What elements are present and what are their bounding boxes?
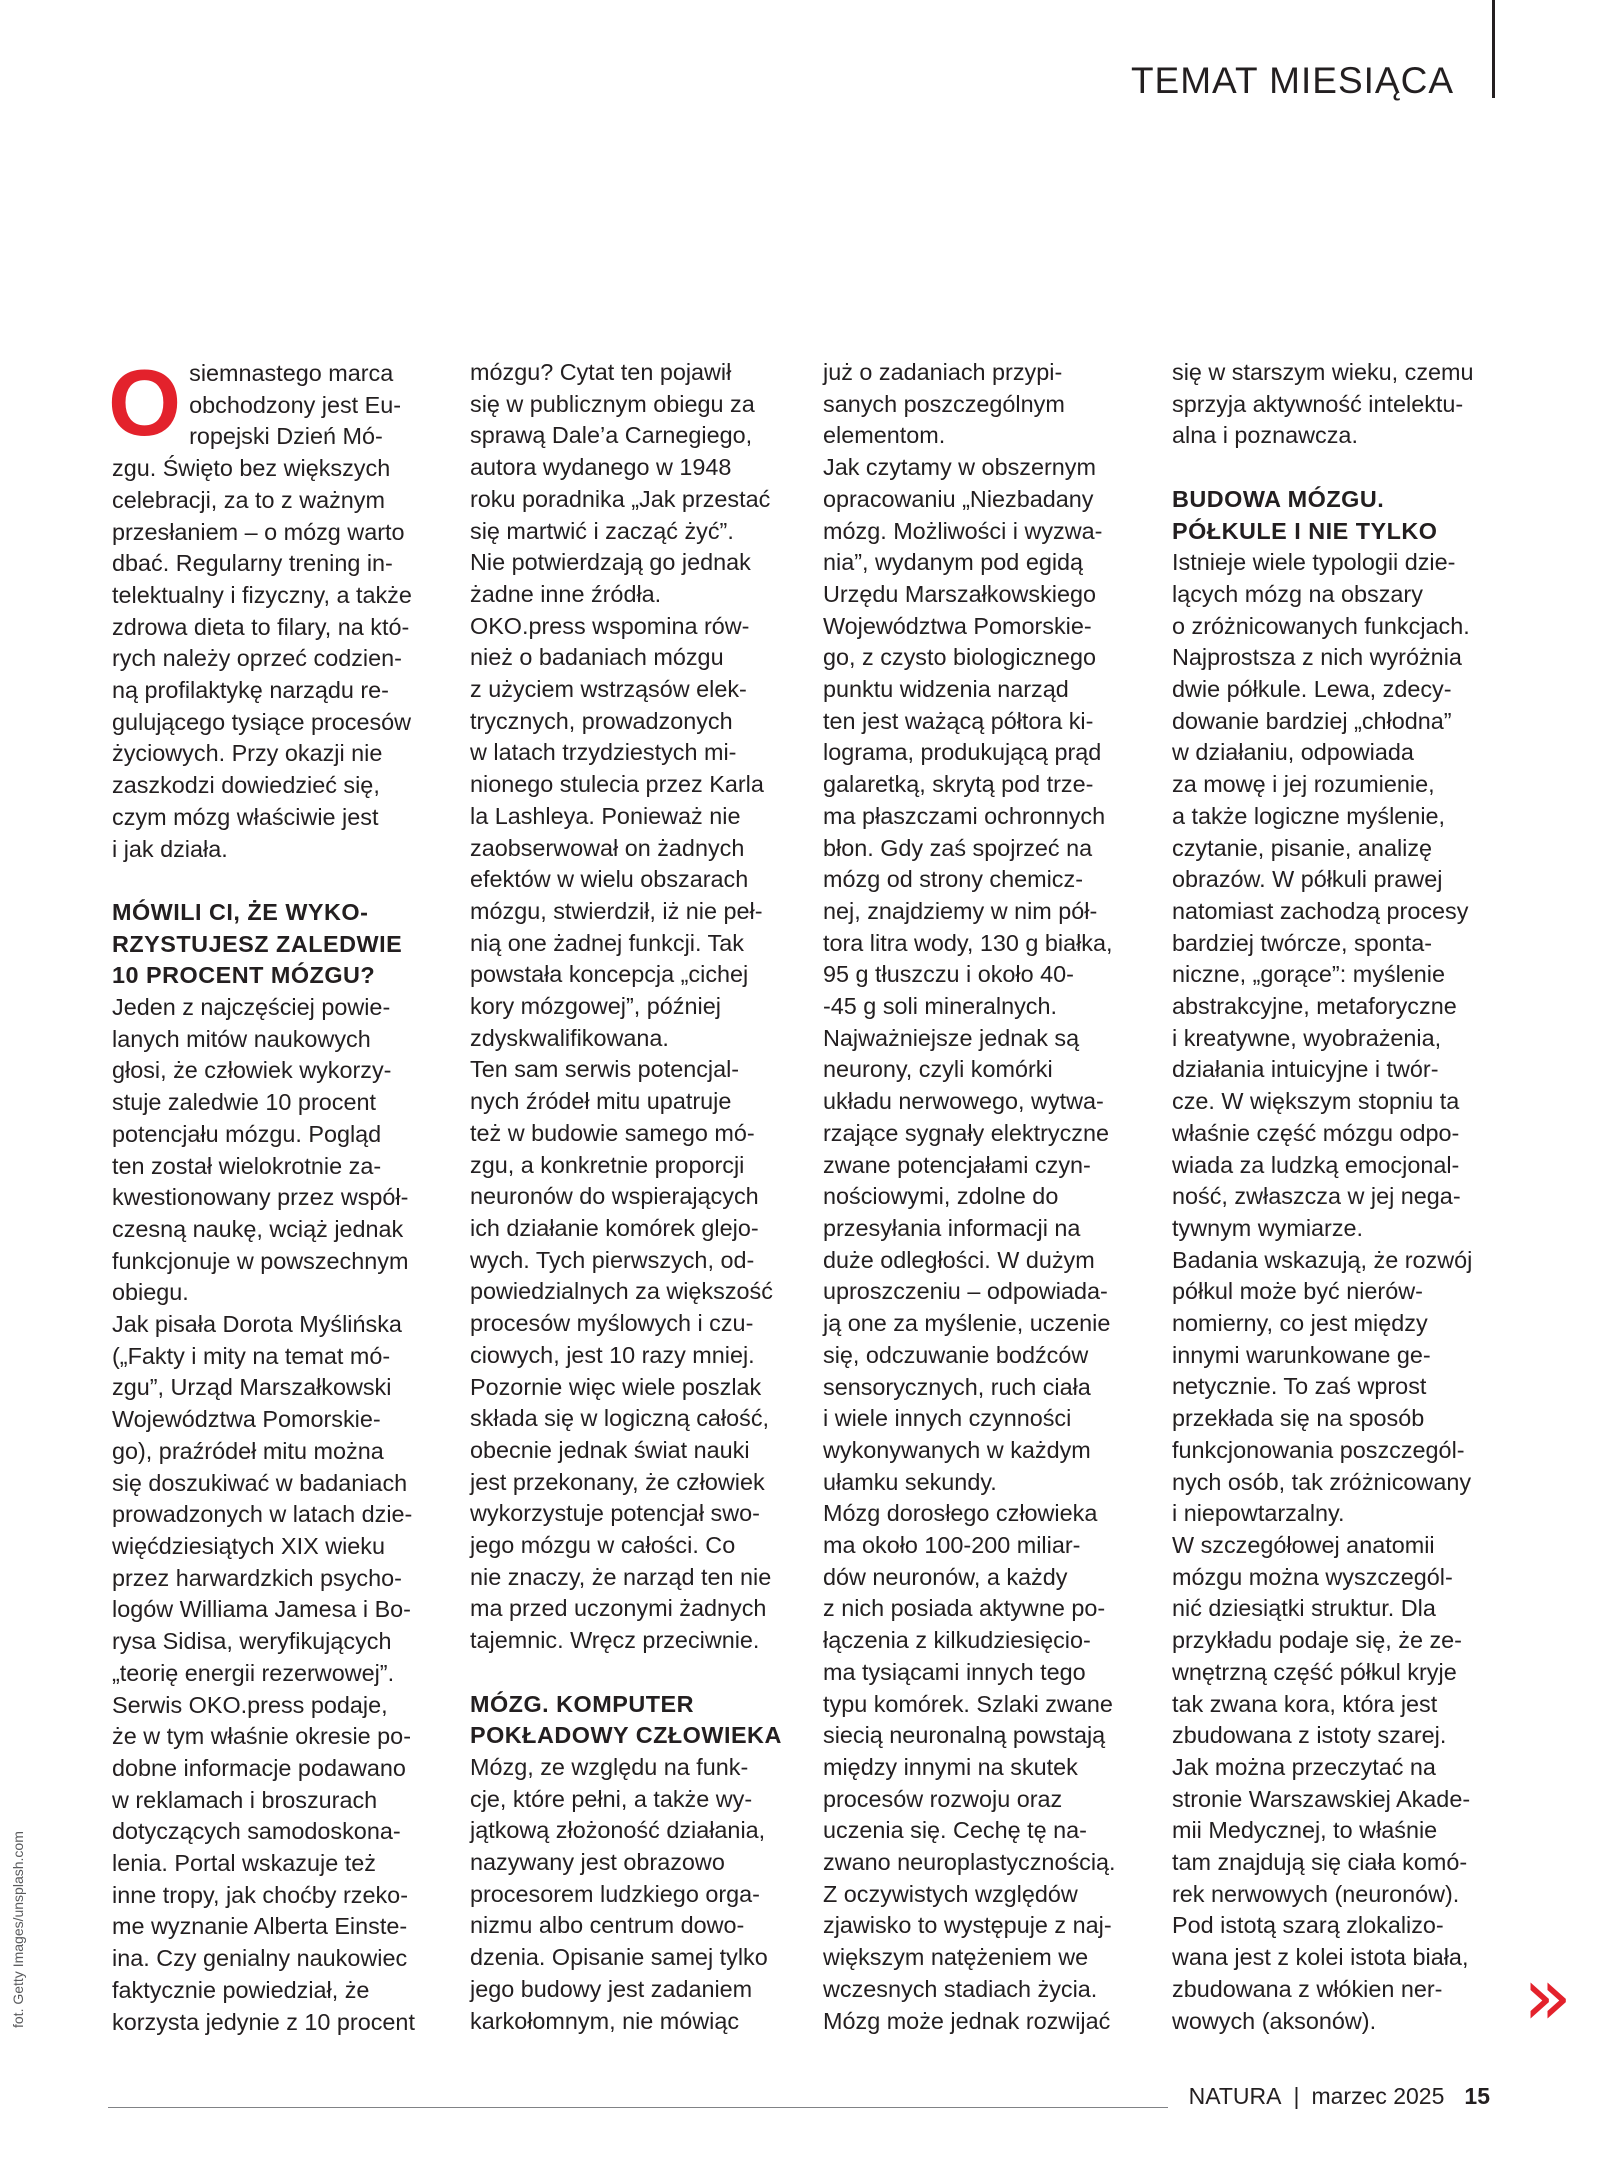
text-line: nazywany jest obrazowo	[470, 1849, 725, 1876]
text-line: logów Williama Jamesa i Bo-	[112, 1596, 411, 1623]
text-line: Jak pisała Dorota Myślińska	[112, 1311, 402, 1338]
text-line: kwestionowany przez współ-	[112, 1184, 409, 1211]
text-line: nież o badaniach mózgu	[470, 644, 724, 671]
text-line: dów neuronów, a każdy	[823, 1563, 1068, 1590]
text-line: przesłaniem – o mózg warto	[112, 518, 405, 545]
text-line: rysa Sidisa, weryfikujących	[112, 1628, 392, 1655]
text-line: ma około 100-200 miliar-	[823, 1532, 1081, 1559]
text-line: w działaniu, odpowiada	[1172, 739, 1414, 766]
text-line: nić dziesiątki struktur. Dla	[1172, 1595, 1436, 1622]
text-line: go), praźródeł mitu można	[112, 1437, 384, 1464]
text-line: już o zadaniach przypi-	[823, 359, 1063, 385]
text-line: Mózg dorosłego człowieka	[823, 1500, 1098, 1527]
text-line: ma przed uczonymi żadnych	[470, 1595, 767, 1622]
section-heading-line: POKŁADOWY CZŁOWIEKA	[470, 1722, 782, 1749]
text-line: innymi warunkowane ge-	[1172, 1341, 1431, 1368]
text-line: i niepowtarzalny.	[1172, 1500, 1345, 1527]
text-line: głosi, że człowiek wykorzy-	[112, 1057, 392, 1084]
text-line: życiowych. Przy okazji nie	[112, 740, 383, 767]
text-line: Województwa Pomorskie-	[823, 612, 1092, 639]
text-line: o zróżnicowanych funkcjach.	[1172, 612, 1470, 639]
text-line: sprawą Dale’a Carnegiego,	[470, 422, 753, 449]
text-line: „teorię energii rezerwowej”.	[112, 1659, 395, 1686]
text-line: procesów rozwoju oraz	[823, 1785, 1063, 1812]
text-line: procesów myślowych i czu-	[470, 1310, 754, 1337]
text-line: celebracji, za to z ważnym	[112, 486, 385, 513]
text-line: wykonywanych w każdym	[823, 1436, 1091, 1463]
text-line: neurony, czyli komórki	[823, 1056, 1053, 1083]
text-line: się doszukiwać w badaniach	[112, 1469, 408, 1496]
section-heading-line: PÓŁKULE I NIE TYLKO	[1172, 517, 1438, 544]
text-line: Najprostsza z nich wyróżnia	[1172, 644, 1462, 671]
text-line: uproszczeniu – odpowiada-	[823, 1278, 1108, 1305]
text-line: siecią neuronalną powstają	[823, 1722, 1106, 1749]
text-line: się w publicznym obiegu za	[470, 390, 755, 417]
text-line: lanych mitów naukowych	[112, 1025, 371, 1052]
text-line: opracowaniu „Niezbadany	[823, 485, 1094, 512]
text-line: korzysta jedynie z 10 procent	[112, 2008, 415, 2035]
text-line: efektów w wielu obszarach	[470, 866, 749, 893]
text-line: składa się w logiczną całość,	[470, 1405, 770, 1432]
text-line: jest przekonany, że człowiek	[470, 1468, 765, 1495]
paragraph-gap	[1172, 452, 1492, 484]
text-line: ich działanie komórek glejo-	[470, 1214, 759, 1241]
text-line: dotyczących samodoskona-	[112, 1818, 401, 1845]
text-line: więćdziesiątych XIX wieku	[112, 1533, 386, 1559]
text-line: mózg od strony chemicz-	[823, 866, 1083, 893]
text-line: układu nerwowego, wytwa-	[823, 1088, 1104, 1115]
text-line: niczne, „gorące”: myślenie	[1172, 961, 1446, 988]
text-line: Pod istotą szarą zlokalizo-	[1172, 1912, 1444, 1939]
text-line: a także logiczne myślenie,	[1172, 802, 1446, 829]
text-line: obchodzony jest Eu-	[189, 391, 402, 418]
text-line: nomierny, co jest między	[1172, 1310, 1428, 1337]
text-line: mózgu można wyszczegól-	[1172, 1563, 1453, 1590]
article-column-3	[823, 357, 1143, 2037]
text-line: 95 g tłuszczu i około 40-	[823, 961, 1074, 988]
text-line: ną profilaktykę narządu re-	[112, 677, 389, 704]
text-line: powstała koncepcja „cichej	[470, 961, 749, 988]
text-line: wiada za ludzką emocjonal-	[1172, 1151, 1460, 1178]
text-line: zdrowa dieta to filary, na któ-	[112, 613, 410, 640]
article-column-2	[470, 357, 790, 2037]
text-line: cze. W większym stopniu ta	[1172, 1088, 1460, 1115]
text-line: sensorycznych, ruch ciała	[823, 1373, 1091, 1400]
text-line: go, z czysto biologicznego	[823, 644, 1097, 671]
text-line: rych należy oprzeć codzien-	[112, 645, 402, 672]
text-line: zwane potencjałami czyn-	[823, 1151, 1091, 1178]
text-line: też w budowie samego mó-	[470, 1119, 755, 1146]
text-line: i kreatywne, wyobrażenia,	[1172, 1024, 1442, 1051]
text-line: Badania wskazują, że rozwój	[1172, 1246, 1473, 1273]
text-line: działania intuicyjne i twór-	[1172, 1056, 1439, 1083]
text-line: mózgu? Cytat ten pojawił	[470, 359, 732, 385]
text-line: zgu”, Urząd Marszałkowski	[112, 1374, 392, 1401]
text-line: galaretką, skrytą pod trze-	[823, 771, 1094, 798]
text-line: ten jest ważącą półtora ki-	[823, 707, 1094, 734]
text-line: jego mózgu w całości. Co	[470, 1532, 736, 1559]
text-line: siemnastego marca	[189, 360, 394, 386]
text-line: natomiast zachodzą procesy	[1172, 897, 1469, 924]
text-line: wowych (aksonów).	[1172, 2007, 1377, 2034]
text-line: ność, zwłaszcza w jej nega-	[1172, 1183, 1461, 1210]
text-line: mózgu, stwierdził, iż nie peł-	[470, 897, 763, 924]
text-line: błon. Gdy zaś spojrzeć na	[823, 834, 1093, 861]
text-line: -45 g soli mineralnych.	[823, 993, 1058, 1020]
text-line: powiedzialnych za większość	[470, 1278, 773, 1305]
text-line: właśnie część mózgu odpo-	[1172, 1119, 1460, 1146]
paragraph-gap	[470, 1657, 790, 1689]
text-line: przez harwardzkich psycho-	[112, 1564, 402, 1591]
text-line: zbudowana z włókien ner-	[1172, 1975, 1443, 2002]
text-line: zjawisko to występuje z naj-	[823, 1912, 1112, 1939]
text-line: Serwis OKO.press podaje,	[112, 1691, 388, 1718]
issue-date: marzec 2025	[1311, 2083, 1445, 2109]
section-heading-line: BUDOWA MÓZGU.	[1172, 485, 1385, 512]
text-line: faktycznie powiedział, że	[112, 1976, 370, 2003]
text-line: Jak można przeczytać na	[1172, 1753, 1436, 1780]
text-line: Najważniejsze jednak są	[823, 1024, 1080, 1051]
text-line: elementom.	[823, 422, 946, 449]
text-line: między innymi na skutek	[823, 1753, 1078, 1780]
text-line: nizmu albo centrum dowo-	[470, 1912, 745, 1939]
text-line: („Fakty i mity na temat mó-	[112, 1342, 391, 1369]
section-title: TEMAT MIESIĄCA	[1130, 60, 1454, 101]
text-line: mii Medycznej, to właśnie	[1172, 1817, 1438, 1844]
text-line: telektualny i fizyczny, a także	[112, 581, 412, 608]
text-line: rzające sygnały elektryczne	[823, 1119, 1110, 1146]
text-line: się w starszym wieku, czemu	[1172, 359, 1474, 385]
text-line: z nich posiada aktywne po-	[823, 1595, 1106, 1622]
text-line: się, odczuwanie bodźców	[823, 1341, 1089, 1368]
text-line: ropejski Dzień Mó-	[189, 423, 383, 450]
text-line: neuronów do wspierających	[470, 1183, 759, 1210]
text-line: nie znaczy, że narząd ten nie	[470, 1563, 772, 1590]
text-line: typu komórek. Szlaki zwane	[823, 1690, 1113, 1717]
section-heading-line: MÓWILI CI, ŻE WYKO-	[112, 898, 369, 925]
text-line: większym natężeniem we	[823, 1944, 1089, 1971]
text-line: funkcjonowania poszczegól-	[1172, 1436, 1465, 1463]
text-line: autora wydanego w 1948	[470, 454, 732, 481]
text-line: zgu, a konkretnie proporcji	[470, 1151, 745, 1178]
next-page-arrow-icon: »	[1523, 1950, 1572, 2043]
article-column-4	[1172, 357, 1492, 2037]
text-line: zgu. Święto bez większych	[112, 455, 391, 482]
text-line: tajemnic. Wręcz przeciwnie.	[470, 1627, 760, 1654]
text-line: tora litra wody, 130 g białka,	[823, 929, 1113, 956]
text-line: żadne inne źródła.	[470, 580, 662, 607]
text-line: dowanie bardziej „chłodna”	[1172, 707, 1452, 734]
text-line: w latach trzydziestych mi-	[470, 739, 737, 766]
text-line: nią one żadnej funkcji. Tak	[470, 929, 744, 956]
text-line: dobne informacje podawano	[112, 1754, 406, 1781]
text-line: tam znajdują się ciała komó-	[1172, 1849, 1468, 1876]
text-line: nia”, wydanym pod egidą	[823, 549, 1084, 576]
text-line: wnętrzną część półkul kryje	[1172, 1658, 1457, 1685]
text-line: tak zwana kora, która jest	[1172, 1690, 1438, 1717]
text-line: i wiele innych czynności	[823, 1405, 1072, 1432]
page-number: 15	[1464, 2083, 1490, 2109]
text-line: me wyznanie Alberta Einste-	[112, 1913, 408, 1940]
text-line: bardziej twórcze, sponta-	[1172, 929, 1433, 956]
text-line: obiegu.	[112, 1279, 189, 1306]
paragraph-gap	[112, 865, 432, 897]
text-line: netycznie. To zaś wprost	[1172, 1373, 1427, 1400]
section-heading-line: 10 PROCENT MÓZGU?	[112, 962, 376, 989]
text-line: Nie potwierdzają go jednak	[470, 549, 751, 576]
section-heading-line: RZYSTUJESZ ZALEDWIE	[112, 930, 403, 957]
footer-rule	[108, 2107, 1168, 2108]
text-line: ina. Czy genialny naukowiec	[112, 1945, 408, 1972]
text-line: ją one za myślenie, uczenie	[823, 1310, 1111, 1337]
text-line: obrazów. W półkuli prawej	[1172, 866, 1443, 893]
text-line: w reklamach i broszurach	[112, 1786, 378, 1813]
text-line: nionego stulecia przez Karla	[470, 771, 764, 798]
text-line: zwano neuroplastycznością.	[823, 1849, 1116, 1876]
text-line: jego budowy jest zadaniem	[470, 1975, 753, 2002]
text-line: prowadzonych w latach dzie-	[112, 1501, 413, 1528]
text-line: uczenia się. Cechę tę na-	[823, 1817, 1087, 1844]
text-line: z użyciem wstrząsów elek-	[470, 676, 747, 703]
text-line: zdyskwalifikowana.	[470, 1024, 669, 1051]
text-line: czesną naukę, wciąż jednak	[112, 1215, 404, 1242]
text-line: rek nerwowych (neuronów).	[1172, 1880, 1460, 1907]
text-line: wykorzystuje potencjał swo-	[470, 1500, 760, 1527]
text-line: wych. Tych pierwszych, od-	[470, 1246, 755, 1273]
text-line: lenia. Portal wskazuje też	[112, 1850, 376, 1877]
text-line: ułamku sekundy.	[823, 1468, 997, 1495]
text-line: Województwa Pomorskie-	[112, 1406, 381, 1433]
footer-separator: |	[1293, 2083, 1300, 2109]
text-line: cje, które pełni, a także wy-	[470, 1785, 753, 1812]
text-line: abstrakcyjne, metaforyczne	[1172, 993, 1457, 1020]
text-line: ma tysiącami innych tego	[823, 1658, 1086, 1685]
header-rule	[1492, 0, 1495, 98]
text-line: czym mózg właściwie jest	[112, 803, 379, 830]
text-line: dwie półkule. Lewa, zdecy-	[1172, 676, 1452, 703]
text-line: dzenia. Opisanie samej tylko	[470, 1944, 768, 1971]
text-line: ma płaszczami ochronnych	[823, 802, 1106, 829]
text-line: półkul może być nierów-	[1172, 1278, 1423, 1305]
text-line: trycznych, prowadzonych	[470, 707, 733, 734]
text-line: się martwić i zacząć żyć”.	[470, 517, 734, 544]
text-line: sprzyja aktywność intelektu-	[1172, 390, 1464, 417]
text-line: roku poradnika „Jak przestać	[470, 485, 771, 512]
text-line: przesyłania informacji na	[823, 1214, 1081, 1241]
text-line: zaobserwował on żadnych	[470, 834, 745, 861]
text-line: że w tym właśnie okresie po-	[112, 1723, 411, 1750]
text-line: Jak czytamy w obszernym	[823, 454, 1096, 481]
text-line: funkcjonuje w powszechnym	[112, 1247, 409, 1274]
text-line: duże odległości. W dużym	[823, 1246, 1095, 1273]
article-column-1	[108, 350, 432, 2038]
text-line: Ten sam serwis potencjal-	[470, 1056, 740, 1083]
text-line: łączenia z kilkudziesięcio-	[823, 1627, 1091, 1654]
text-line: OKO.press wspomina rów-	[470, 612, 750, 639]
section-heading-line: MÓZG. KOMPUTER	[470, 1690, 695, 1717]
text-line: inne tropy, jak choćby rzeko-	[112, 1881, 408, 1908]
text-line: przekłada się na sposób	[1172, 1405, 1425, 1432]
text-line: mózg. Możliwości i wyzwa-	[823, 517, 1103, 544]
text-line: zaszkodzi dowiedzieć się,	[112, 772, 380, 799]
magazine-name: NATURA	[1188, 2083, 1282, 2109]
text-line: i jak działa.	[112, 835, 228, 862]
text-line: gulującego tysiące procesów	[112, 708, 412, 735]
text-line: nych źródeł mitu upatruje	[470, 1088, 732, 1115]
text-line: punktu widzenia narząd	[823, 676, 1069, 703]
text-line: Istnieje wiele typologii dzie-	[1172, 549, 1456, 576]
text-line: W szczegółowej anatomii	[1172, 1532, 1435, 1558]
text-line: stronie Warszawskiej Akade-	[1172, 1785, 1471, 1812]
text-line: alna i poznawcza.	[1172, 422, 1358, 449]
text-line: Pozornie więc wiele poszlak	[470, 1373, 762, 1400]
page-footer	[1189, 2083, 1490, 2110]
photo-credit: fot. Getty Images/unsplash.com	[10, 1831, 26, 2028]
text-line: la Lashleya. Ponieważ nie	[470, 802, 741, 829]
text-line: sanych poszczególnym	[823, 390, 1065, 417]
text-line: Z oczywistych względów	[823, 1880, 1078, 1907]
text-line: dbać. Regularny trening in-	[112, 550, 393, 577]
text-line: lących mózg na obszary	[1172, 580, 1423, 607]
text-line: nej, znajdziemy w nim pół-	[823, 897, 1098, 924]
text-line: potencjału mózgu. Pogląd	[112, 1120, 382, 1147]
text-line: Mózg może jednak rozwijać	[823, 2007, 1111, 2034]
text-line: stuje zaledwie 10 procent	[112, 1089, 376, 1116]
text-line: lograma, produkującą prąd	[823, 739, 1102, 766]
text-line: obecnie jednak świat nauki	[470, 1436, 750, 1463]
text-line: tywnym wymiarze.	[1172, 1214, 1364, 1241]
text-line: nych osób, tak zróżnicowany	[1172, 1468, 1472, 1495]
text-line: wczesnych stadiach życia.	[823, 1975, 1098, 2002]
text-line: Urzędu Marszałkowskiego	[823, 580, 1096, 607]
text-line: Mózg, ze względu na funk-	[470, 1753, 749, 1780]
text-line: kory mózgowej”, później	[470, 993, 721, 1020]
text-line: zbudowana z istoty szarej.	[1172, 1722, 1447, 1749]
text-line: karkołomnym, nie mówiąc	[470, 2007, 740, 2034]
text-line: Jeden z najczęściej powie-	[112, 994, 391, 1021]
text-line: procesorem ludzkiego orga-	[470, 1880, 760, 1907]
text-line: jątkową złożoność działania,	[470, 1817, 766, 1844]
text-line: nościowymi, zdolne do	[823, 1183, 1059, 1210]
text-line: ten został wielokrotnie za-	[112, 1152, 382, 1179]
text-line: ciowych, jest 10 razy mniej.	[470, 1341, 755, 1368]
text-line: przykładu podaje się, że ze-	[1172, 1627, 1462, 1654]
text-line: wana jest z kolei istota biała,	[1172, 1944, 1469, 1971]
text-line: za mowę i jej rozumienie,	[1172, 771, 1435, 798]
text-line: czytanie, pisanie, analizę	[1172, 834, 1433, 861]
drop-cap: O	[108, 350, 182, 455]
